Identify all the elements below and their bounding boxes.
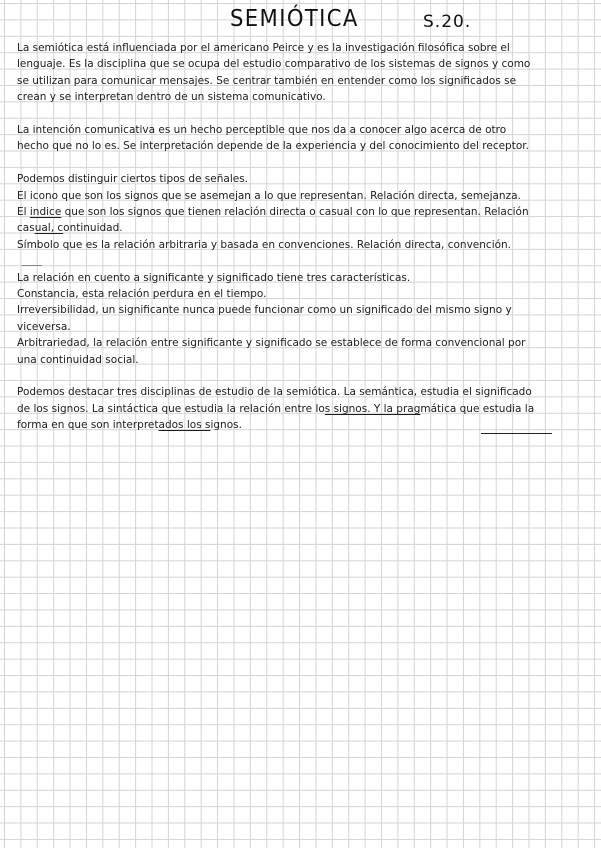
text-fragment: ignos. xyxy=(210,419,242,432)
text-line: La relación en cuento a significante y significado tiene tres características. xyxy=(17,271,411,284)
text-line-indice xyxy=(17,204,587,220)
pen-stroke xyxy=(22,265,42,266)
header xyxy=(0,6,601,40)
text-line: una continuidad social. xyxy=(17,353,139,366)
paragraph-semiotica-definition xyxy=(17,40,587,106)
paragraph-disciplinas xyxy=(17,384,587,433)
text-line-sintactica xyxy=(17,401,587,417)
text-fragment: ontinuidad. xyxy=(63,222,123,235)
text-fragment: cas xyxy=(17,222,35,235)
text-line-pragmatica xyxy=(17,417,587,433)
notes-body xyxy=(17,40,587,450)
text-line: se utilizan para comunicar mensajes. Se centrar también en entender como los significados se xyxy=(17,74,517,87)
text-fragment: de los signos. La sintáctica que estudia la relación entre lo xyxy=(17,402,325,415)
text-line: El icono que son los signos que se asemejan a lo que representan. Relación directa, semejanza. xyxy=(17,189,521,202)
text-line: Podemos destacar tres disciplinas de estudio de la semiótica. La semántica, estudia el significado xyxy=(17,386,532,399)
text-line-simbolo: Símbolo que es la relación arbitraria y basada en convenciones. Relación directa, convención. xyxy=(17,238,512,251)
text-line: Irreversibilidad, un significante nunca puede funcionar como un significado del mismo signo y xyxy=(17,304,512,317)
text-line: lenguaje. Es la disciplina que se ocupa del estudio comparativo de los sistemas de signos y como xyxy=(17,58,531,71)
session-number: S.20. xyxy=(423,12,472,32)
paragraph-tipos-de-senales xyxy=(17,171,587,253)
text-line: Podemos distinguir ciertos tipos de señales. xyxy=(17,173,249,186)
page-title: SEMIÓTICA xyxy=(230,6,359,32)
text-line: La intención comunicativa es un hecho perceptible que nos da a conocer algo acerca de otro xyxy=(17,124,507,137)
text-line: crean y se interpretan dentro de un sistema comunicativo. xyxy=(17,91,326,104)
text-line-casual xyxy=(17,220,587,236)
underlined-word: ados los s xyxy=(158,419,211,432)
text-fragment: forma en que son interpret xyxy=(17,419,159,432)
paragraph-intencion-comunicativa xyxy=(17,122,587,155)
paragraph-caracteristicas xyxy=(17,270,587,368)
text-line: viceversa. xyxy=(17,320,71,333)
text-line: La semiótica está influenciada por el americano Peirce y es la investigación filosófica sobre el xyxy=(17,42,510,54)
text-fragment: El xyxy=(17,206,30,219)
text-line: Arbitrariedad, la relación entre significante y significado se establece de forma convencional por xyxy=(17,337,526,350)
text-fragment: mática que estudia la xyxy=(420,402,535,415)
underlined-word: ual, c xyxy=(34,222,64,235)
text-line: Constancia, esta relación perdura en el tiempo. xyxy=(17,288,267,301)
text-line: hecho que no lo es. Se interpretación depende de la experiencia y del conocimiento del receptor. xyxy=(17,140,529,153)
end-rule-line xyxy=(481,433,552,434)
text-fragment: que son los signos que tienen relación directa o casual con lo que representan. Relación xyxy=(61,206,529,219)
underlined-word: indice xyxy=(29,206,62,219)
underlined-word: s signos. Y la prag xyxy=(324,402,421,415)
